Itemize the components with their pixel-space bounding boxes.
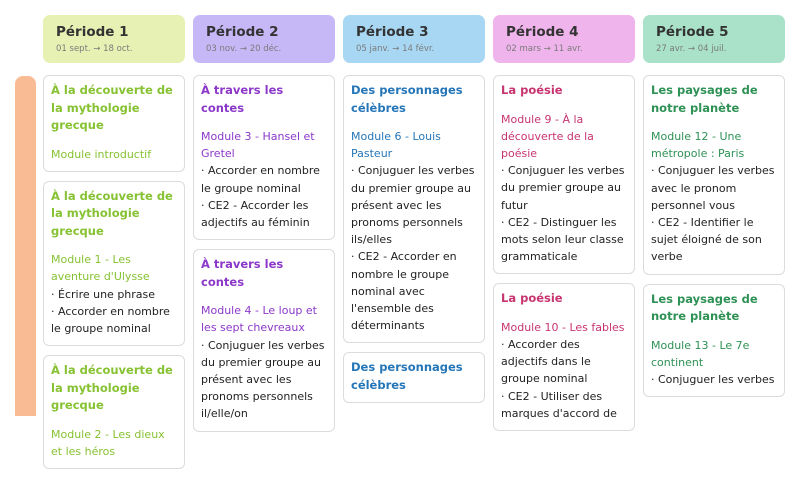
module-card[interactable] xyxy=(343,75,485,343)
card-module-name: Module 3 - Hansel et Gretel xyxy=(201,130,315,161)
card-theme-title: La poésie xyxy=(501,291,563,306)
card-objective: · Écrire une phrase xyxy=(51,287,156,301)
period-header-3[interactable] xyxy=(343,15,485,63)
card-objective: · Accorder en nombre le groupe nominal xyxy=(201,164,320,195)
card-objective: · Accorder des adjectifs dans le groupe nominal xyxy=(501,338,591,386)
period-1-column xyxy=(43,75,185,478)
card-theme-title: À la découverte de la mythologie grecque xyxy=(51,83,173,132)
card-objective: · CE2 - Accorder les adjectifs au féminin xyxy=(201,198,310,230)
module-card[interactable] xyxy=(343,352,485,403)
module-card[interactable] xyxy=(493,75,635,274)
card-objective: · Conjuguer les verbes avec le pronom personnel vous xyxy=(651,164,775,212)
module-card[interactable] xyxy=(43,181,185,347)
period-dates: 03 nov. → 20 déc. xyxy=(206,44,282,54)
module-card[interactable] xyxy=(643,284,785,398)
period-dates: 02 mars → 11 avr. xyxy=(506,44,583,54)
period-4-column xyxy=(493,75,635,440)
period-dates: 01 sept. → 18 oct. xyxy=(56,44,133,54)
period-3-column xyxy=(343,75,485,412)
card-objective: · CE2 - Accorder en nombre le groupe nominal avec l'ensemble des déterminants xyxy=(351,250,457,333)
card-module-name: Module 2 - Les dieux et les héros xyxy=(51,427,165,458)
card-objective: · CE2 - Utiliser des marques d'accord de xyxy=(501,389,617,420)
module-card[interactable] xyxy=(493,283,635,431)
period-2-column xyxy=(193,75,335,441)
module-card[interactable] xyxy=(643,75,785,275)
card-theme-title: Des personnages célèbres xyxy=(351,360,463,392)
card-theme-title: Les paysages de notre planète xyxy=(651,291,758,324)
period-header-1[interactable] xyxy=(43,15,185,63)
period-title: Période 1 xyxy=(56,24,129,40)
period-row-color-bar xyxy=(15,76,36,416)
card-theme-title: La poésie xyxy=(501,83,563,97)
period-header-2[interactable] xyxy=(193,15,335,63)
module-card[interactable] xyxy=(43,75,185,172)
card-module-name: Module 9 - À la découverte de la poésie xyxy=(501,112,594,160)
card-module-name: Module 13 - Le 7e continent xyxy=(651,338,750,369)
card-module-name: Module 12 - Une métropole : Paris xyxy=(651,130,745,161)
card-module-name: Module introductif xyxy=(51,147,152,161)
card-objective: · Conjuguer les verbes du premier groupe au futur xyxy=(501,164,625,212)
period-title: Période 3 xyxy=(356,24,429,40)
card-module-name: Module 4 - Le loup et les sept chevreaux xyxy=(201,304,317,335)
card-theme-title: À travers les contes xyxy=(201,257,284,289)
period-5-column xyxy=(643,75,785,406)
period-title: Période 2 xyxy=(206,24,279,40)
card-theme-title: Des personnages célèbres xyxy=(351,83,463,115)
card-objective: · CE2 - Distinguer les mots selon leur classe grammaticale xyxy=(501,215,624,264)
period-dates: 27 avr. → 04 juil. xyxy=(656,44,727,54)
period-header-5[interactable] xyxy=(643,15,785,63)
module-card[interactable] xyxy=(193,75,335,240)
period-dates: 05 janv. → 14 févr. xyxy=(356,44,435,54)
module-card[interactable] xyxy=(43,355,185,469)
card-theme-title: À travers les contes xyxy=(201,83,284,115)
card-module-name: Module 6 - Louis Pasteur xyxy=(351,130,441,161)
card-objective: · Conjuguer les verbes du premier groupe au présent avec les pronoms personnels ils/elles xyxy=(351,164,475,247)
card-objective: · Conjuguer les verbes xyxy=(651,373,775,387)
card-theme-title: Les paysages de notre planète xyxy=(651,83,758,115)
card-objective: · CE2 - Identifier le sujet éloigné de son verbe xyxy=(651,216,762,264)
period-title: Période 4 xyxy=(506,24,579,40)
card-theme-title: À la découverte de la mythologie grecque xyxy=(51,188,173,238)
card-objective: · Accorder en nombre le groupe nominal xyxy=(51,304,170,336)
card-module-name: Module 10 - Les fables xyxy=(501,320,625,334)
card-theme-title: À la découverte de la mythologie grecque xyxy=(51,363,173,413)
module-card[interactable] xyxy=(193,249,335,431)
card-module-name: Module 1 - Les aventure d'Ulysse xyxy=(51,253,150,284)
period-title: Période 5 xyxy=(656,24,729,40)
card-objective: · Conjuguer les verbes du premier groupe au présent avec les pronoms personnels il/elle/on xyxy=(201,338,325,421)
period-header-4[interactable] xyxy=(493,15,635,63)
